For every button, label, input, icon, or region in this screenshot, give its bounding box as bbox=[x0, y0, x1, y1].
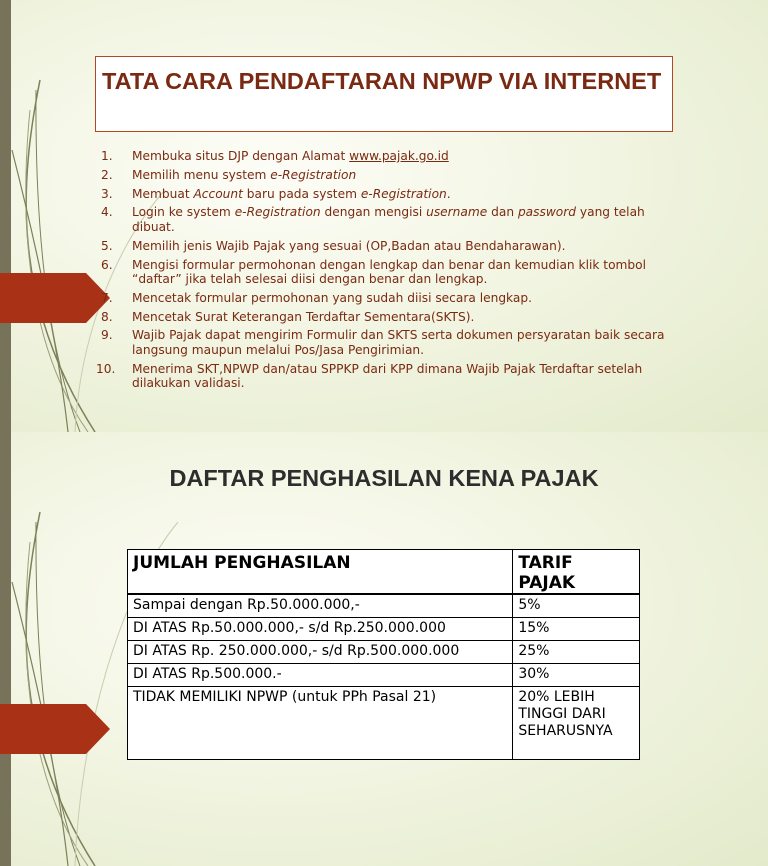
table-cell: DI ATAS Rp.50.000.000,- s/d Rp.250.000.000 bbox=[128, 618, 513, 641]
slide-title: TATA CARA PENDAFTARAN NPWP VIA INTERNET bbox=[102, 68, 662, 94]
table-cell: 20% LEBIH TINGGI DARI SEHARUSNYA bbox=[513, 687, 640, 760]
table-row bbox=[128, 641, 640, 664]
list-item: 10. Menerima SKT,NPWP dan/atau SPPKP dari KPP dimana Wajib Pajak Terdaftar setelah dilakukan validasi. bbox=[96, 361, 643, 391]
table-cell: 15% bbox=[513, 618, 640, 641]
list-item: 3. Membuat Account baru pada system e-Registration. bbox=[101, 186, 451, 201]
tax-rate-table bbox=[127, 549, 640, 760]
list-item: 6. Mengisi formular permohonan dengan lengkap dan benar dan kemudian klik tombol “daftar” jika telah selesai diisi dengan benar dan lengkap. bbox=[101, 257, 646, 287]
table-cell: 25% bbox=[513, 641, 640, 664]
table-cell: Sampai dengan Rp.50.000.000,- bbox=[128, 594, 513, 618]
table-cell: 30% bbox=[513, 664, 640, 687]
list-item: 1. Membuka situs DJP dengan Alamat www.pajak.go.id bbox=[101, 149, 449, 163]
slide-title: DAFTAR PENGHASILAN KENA PAJAK bbox=[169, 465, 599, 491]
column-header: JUMLAH PENGHASILAN bbox=[128, 550, 513, 595]
title-box bbox=[95, 56, 673, 132]
table-cell: DI ATAS Rp.500.000.- bbox=[128, 664, 513, 687]
table-row bbox=[128, 618, 640, 641]
table-row bbox=[128, 664, 640, 687]
list-item: 8. Mencetak Surat Keterangan Terdaftar Sementara(SKTS). bbox=[101, 309, 475, 324]
pajak-link[interactable]: www.pajak.go.id bbox=[349, 149, 449, 163]
table-cell: DI ATAS Rp. 250.000.000,- s/d Rp.500.000.000 bbox=[128, 641, 513, 664]
list-item: 7. Mencetak formular permohonan yang sudah diisi secara lengkap. bbox=[101, 290, 532, 305]
steps-list bbox=[96, 149, 676, 395]
list-item: 9. Wajib Pajak dapat mengirim Formulir dan SKTS serta dokumen persyaratan baik secara langsung maupun melalui Pos/Jasa Pengirimian. bbox=[101, 328, 665, 358]
slide-2 bbox=[0, 432, 768, 866]
table-cell: TIDAK MEMILIKI NPWP (untuk PPh Pasal 21) bbox=[128, 687, 513, 760]
list-item: 2. Memilih menu system e-Registration bbox=[101, 167, 357, 182]
list-item: 4. Login ke system e-Registration dengan mengisi username dan password yang telah dibuat. bbox=[101, 205, 645, 234]
table-cell: 5% bbox=[513, 594, 640, 618]
column-header: TARIF PAJAK bbox=[513, 550, 640, 595]
table-row bbox=[128, 594, 640, 618]
table-header-row bbox=[128, 550, 640, 595]
slide-1 bbox=[0, 0, 768, 432]
table-row bbox=[128, 687, 640, 760]
list-item: 5. Memilih jenis Wajib Pajak yang sesuai (OP,Badan atau Bendaharawan). bbox=[101, 238, 566, 253]
